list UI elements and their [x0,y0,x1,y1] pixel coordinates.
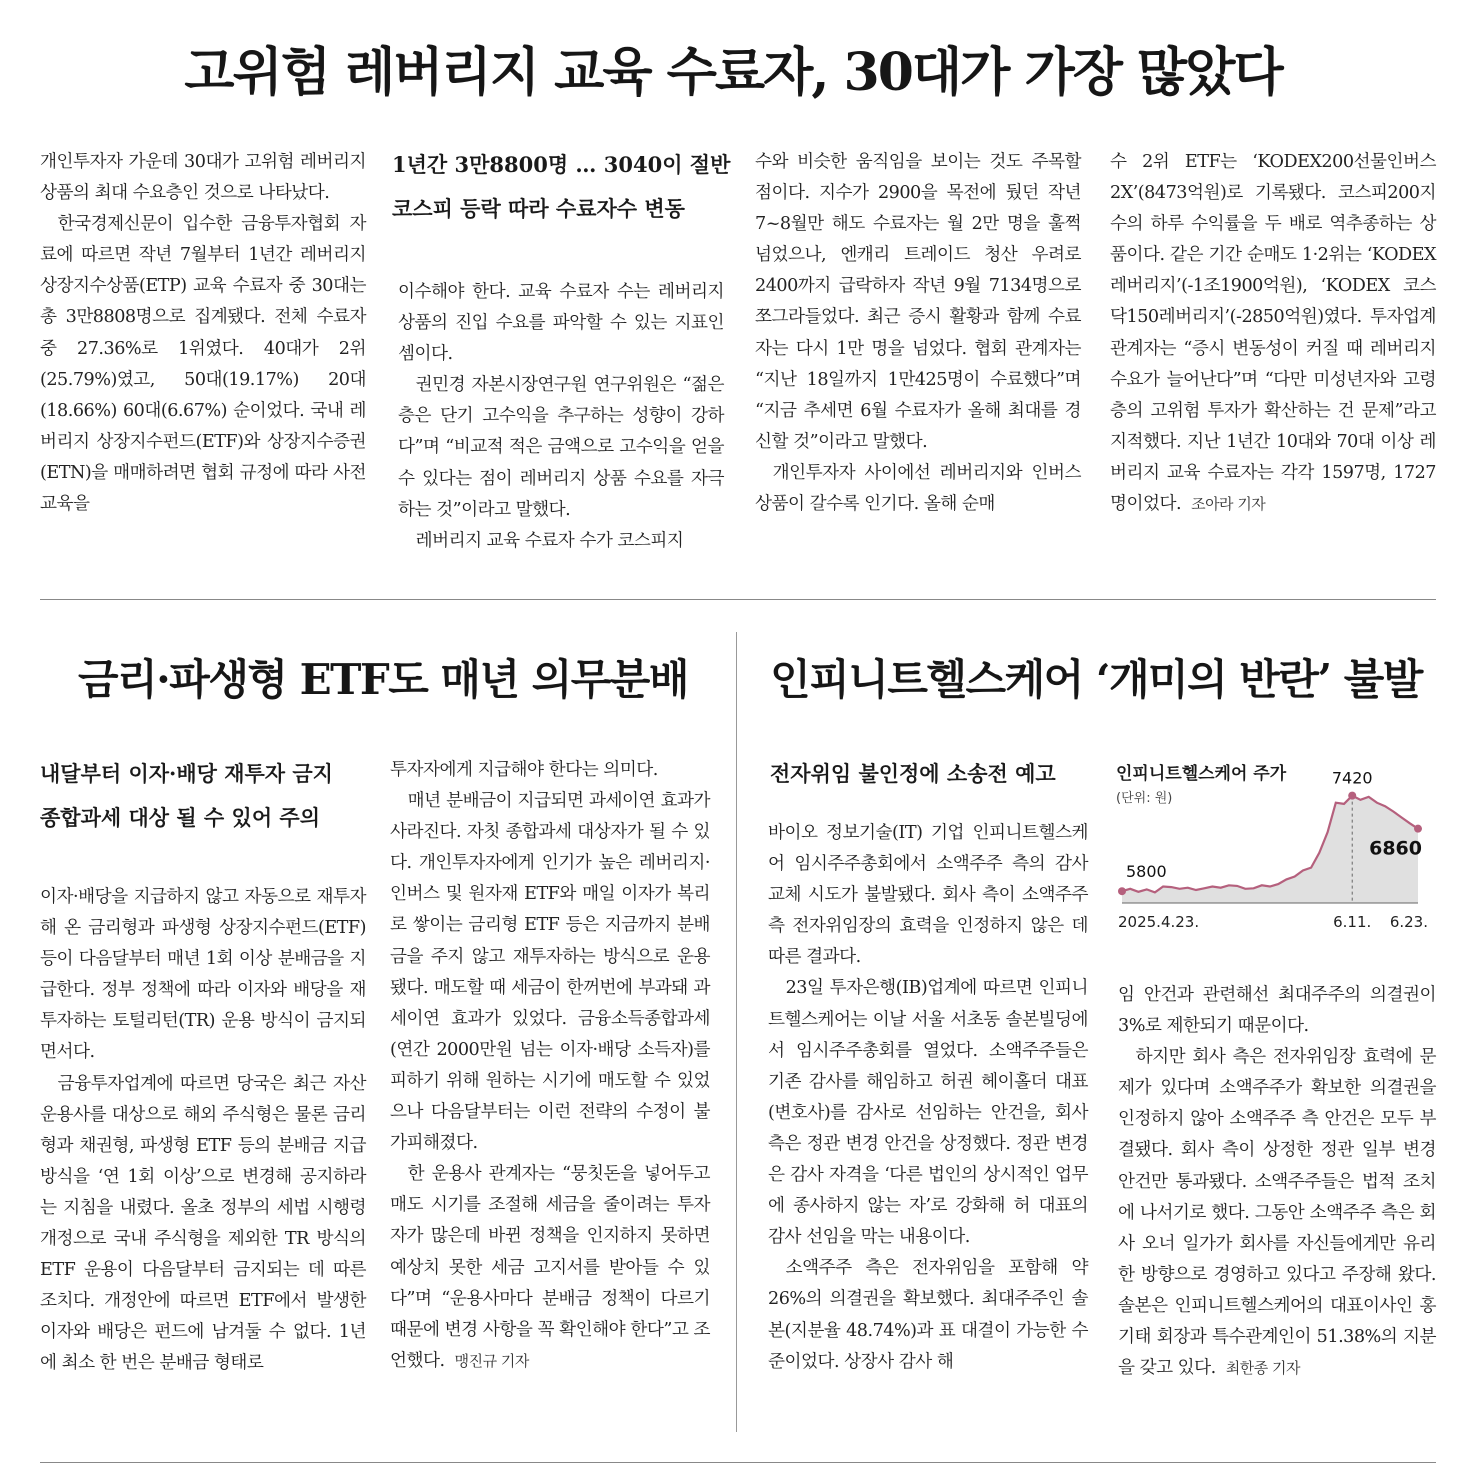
article3-col2-text: 하지만 회사 측은 전자위임장 효력에 문제가 있다며 소액주주가 확보한 의결권을 인정하지 않아 소액주주 측 안건은 모두 부결됐다. 회사 측이 상정한 정관 일부 변경 안건만 통과됐다. 소액주주들은 법적 조치에 나서기로 했다. 그동안 소액주주 측은 회사 오너 일가가 회사를 자신들에게만 유리한 방향으로 경영하고 있다고 주장해 왔다. 솔본은 인피니트헬스케어의 대표이사인 홍기태 회장과 특수관계인이 51.38%의 지분을 갖고 있다. [1118,1047,1436,1379]
article1-col3-p2: 개인투자자 사이에선 레버리지와 인버스 상품이 갈수록 인기다. 올해 순매 [755,462,1081,515]
chart-data-label-2: 6860 [1369,837,1422,860]
divider-vertical [736,632,737,1432]
article1-col3-p1: 수와 비슷한 움직임을 보이는 것도 주목할 점이다. 지수가 2900을 목전에 뒀던 작년 7~8월만 해도 수료자는 월 2만 명을 훌쩍 넘었으나, 엔캐리 트레이드 청산 우려로 2400까지 급락하자 작년 9월 7134명으로 쪼그라들었다. 최근 증시 활황과 함께 수료자는 다시 1만 명을 넘었다. 협회 관계자는 “지난 18일까지 1만425명이 수료했다”며 “지금 추세면 6월 수료자가 올해 최대를 경신할 것”이라고 말했다. [755,152,1081,452]
chart-x-tick-2: 6.23. [1389,913,1428,931]
article1-byline: 조아라 기자 [1191,495,1266,514]
chart-svg [1110,755,1440,945]
article1-subhead-1: 1년간 3만8800명 … 3040이 절반 [392,152,731,177]
divider-bottom [40,1462,1436,1463]
article3-col1-p3: 소액주주 측은 전자위임을 포함해 약 26%의 의결권을 확보했다. 최대주주인 솔본(지분율 48.74%)과 표 대결이 가능한 수준이었다. 상장사 감사 해 [768,1258,1088,1372]
chart-title: 인피니트헬스케어 주가 [1116,764,1287,784]
chart-point-0 [1118,887,1126,895]
article3-col1-p2: 23일 투자은행(IB)업계에 따르면 인피니트헬스케어는 이날 서울 서초동 솔본빌딩에서 임시주주총회를 열었다. 소액주주들은 기존 감사를 해임하고 허권 헤이홀더 대표(변호사)를 감사로 선임하는 안건을, 회사 측은 정관 변경 안건을 상정했다. 정관 변경은 감사 자격을 ‘다른 법인의 상시적인 업무에 종사하지 않는 자’로 강화해 허 대표의 감사 선임을 막는 내용이다. [768,978,1088,1248]
chart-x-tick-1: 6.11. [1333,913,1372,931]
article1-col1-p2: 한국경제신문이 입수한 금융투자협회 자료에 따르면 작년 7월부터 1년간 레버리지 상장지수상품(ETP) 교육 수료자 중 30대는 총 3만8808명으로 집계됐다. 전체 수료자 중 27.36%로 1위였다. 40대가 2위(25.79%)였고, 50대(19.17%) 20대(18.66%) 60대(6.67%) 순이었다. 국내 레버리지 상장지수펀드(ETF)와 상장지수증권(ETN)을 매매하려면 협회 규정에 따라 사전 교육을 [40,214,366,515]
article3-col1-p1: 바이오 정보기술(IT) 기업 인피니트헬스케어 임시주주총회에서 소액주주 측의 감사 교체 시도가 불발됐다. 회사 측이 소액주주 측 전자위임장의 효력을 인정하지 않은 데 따른 결과다. [768,823,1088,968]
article3-col1 [768,818,1088,1378]
chart-unit: (단위: 원) [1116,791,1173,806]
chart-point-1 [1348,792,1356,800]
article1-col2-p1: 이수해야 한다. 교육 수료자 수는 레버리지 상품의 진입 수요를 파악할 수 있는 지표인 셈이다. [398,282,724,365]
article1-col4-text: 수 2위 ETF는 ‘KODEX200선물인버스2X’(8473억원)로 기록됐다. 코스피200지수의 하루 수익률을 두 배로 역추종하는 상품이다. 같은 기간 순매도 1·2위는 ‘KODEX 레버리지’(-1조1900억원), ‘KODEX 코스닥150레버리지’(-2850억원)였다. 투자업계 관계자는 “증시 변동성이 커질 때 레버리지 수요가 늘어난다”며 “다만 미성년자와 고령층의 고위험 투자가 확산하는 건 문제”라고 지적했다. 지난 1년간 10대와 70대 이상 레버리지 교육 수료자는 각각 1597명, 1727명이었다. [1110,152,1436,515]
article2-headline: 금리·파생형 ETF도 매년 의무분배 [78,655,688,704]
article1-subheads [392,143,732,231]
article2-col2-p2: 매년 분배금이 지급되면 과세이연 효과가 사라진다. 자칫 종합과세 대상자가 될 수 있다. 개인투자자에게 인기가 높은 레버리지·인버스 및 원자재 ETF와 매일 이자가 복리로 쌓이는 금리형 ETF 등은 지금까지 분배금을 주지 않고 재투자하는 방식으로 운용됐다. 매도할 때 세금이 한꺼번에 부과돼 과세이연 효과가 있었다. 금융소득종합과세(연간 2000만원 넘는 이자·배당 소득자)를 피하기 위해 원하는 시기에 매도할 수 있었으나 다음달부터는 이런 전략의 수정이 불가피해졌다. [390,791,710,1154]
article3-col2-p1: 임 안건과 관련해선 최대주주의 의결권이 3%로 제한되기 때문이다. [1118,985,1436,1037]
article2-subheads [40,752,380,840]
article2-subhead-1: 내달부터 이자·배당 재투자 금지 [40,761,333,786]
chart-point-2 [1414,825,1422,833]
article2-col2-p3 [390,1159,710,1377]
article2-byline: 맹진규 기자 [454,1351,529,1370]
article1-headline: 고위험 레버리지 교육 수료자, 30대가 가장 많았다 [184,42,1282,103]
article2-col2-p1: 투자자에게 지급해야 한다는 의미다. [390,760,658,780]
article2-col2 [390,755,710,1377]
article3-headline: 인피니트헬스케어 ‘개미의 반란’ 불발 [770,655,1422,704]
article3-byline: 최한종 기자 [1225,1359,1300,1378]
article2-col1-p1: 이자·배당을 지급하지 않고 자동으로 재투자해 온 금리형과 파생형 상장지수펀드(ETF) 등이 다음달부터 매년 1회 이상 분배금을 지급한다. 정부 정책에 따라 이자와 배당을 재투자하는 토털리턴(TR) 운용 방식이 금지되면서다. [40,887,366,1063]
chart-data-label-1: 7420 [1331,768,1373,788]
stock-chart [1110,755,1440,945]
article1-col3 [755,147,1081,520]
article1-subhead-2: 코스피 등락 따라 수료자수 변동 [392,196,685,221]
article1-col1 [40,147,366,520]
article2-subhead-2: 종합과세 대상 될 수 있어 주의 [40,805,320,830]
article3-col2-p2 [1118,1042,1436,1384]
article1-col2-p2: 권민경 자본시장연구원 연구위원은 “젊은 층은 단기 고수익을 추구하는 성향이 강하다”며 “비교적 적은 금액으로 고수익을 얻을 수 있다는 점이 레버리지 상품 수요를 자극하는 것”이라고 말했다. [398,375,724,520]
article2-col2-text: 한 운용사 관계자는 “뭉칫돈을 넣어두고 매도 시기를 조절해 세금을 줄이려는 투자자가 많은데 바뀐 정책을 인지하지 못하면 예상치 못한 세금 고지서를 받아들 수 있다”며 “운용사마다 분배금 정책이 다르기 때문에 변경 사항을 꼭 확인해야 한다”고 조언했다. [390,1164,710,1371]
article3-subhead: 전자위임 불인정에 소송전 예고 [770,761,1056,786]
article3-col2 [1118,980,1436,1384]
article2-col1-p2: 금융투자업계에 따르면 당국은 최근 자산운용사를 대상으로 해외 주식형은 물론 금리형과 채권형, 파생형 ETF 등의 분배금 지급 방식을 ‘연 1회 이상’으로 변경해 공지하라는 지침을 내렸다. 올초 정부의 세법 시행령 개정으로 국내 주식형을 제외한 TR 방식의 ETF 운용이 다음달부터 금지되는 데 따른 조치다. 개정안에 따르면 ETF에서 발생한 이자와 배당은 펀드에 남겨둘 수 없다. 1년에 최소 한 번은 분배금 형태로 [40,1073,366,1374]
article2-col1 [40,882,366,1380]
article1-col4-p1 [1110,147,1436,520]
article1-col2 [398,277,724,557]
chart-x-tick-0: 2025.4.23. [1118,913,1200,931]
article1-col4 [1110,147,1436,520]
chart-data-label-0: 5800 [1126,862,1167,882]
divider-top [40,599,1436,600]
article1-col2-p3: 레버리지 교육 수료자 수가 코스피지 [415,530,684,551]
article1-col1-p1: 개인투자자 가운데 30대가 고위험 레버리지 상품의 최대 수요층인 것으로 나타났다. [40,152,366,204]
